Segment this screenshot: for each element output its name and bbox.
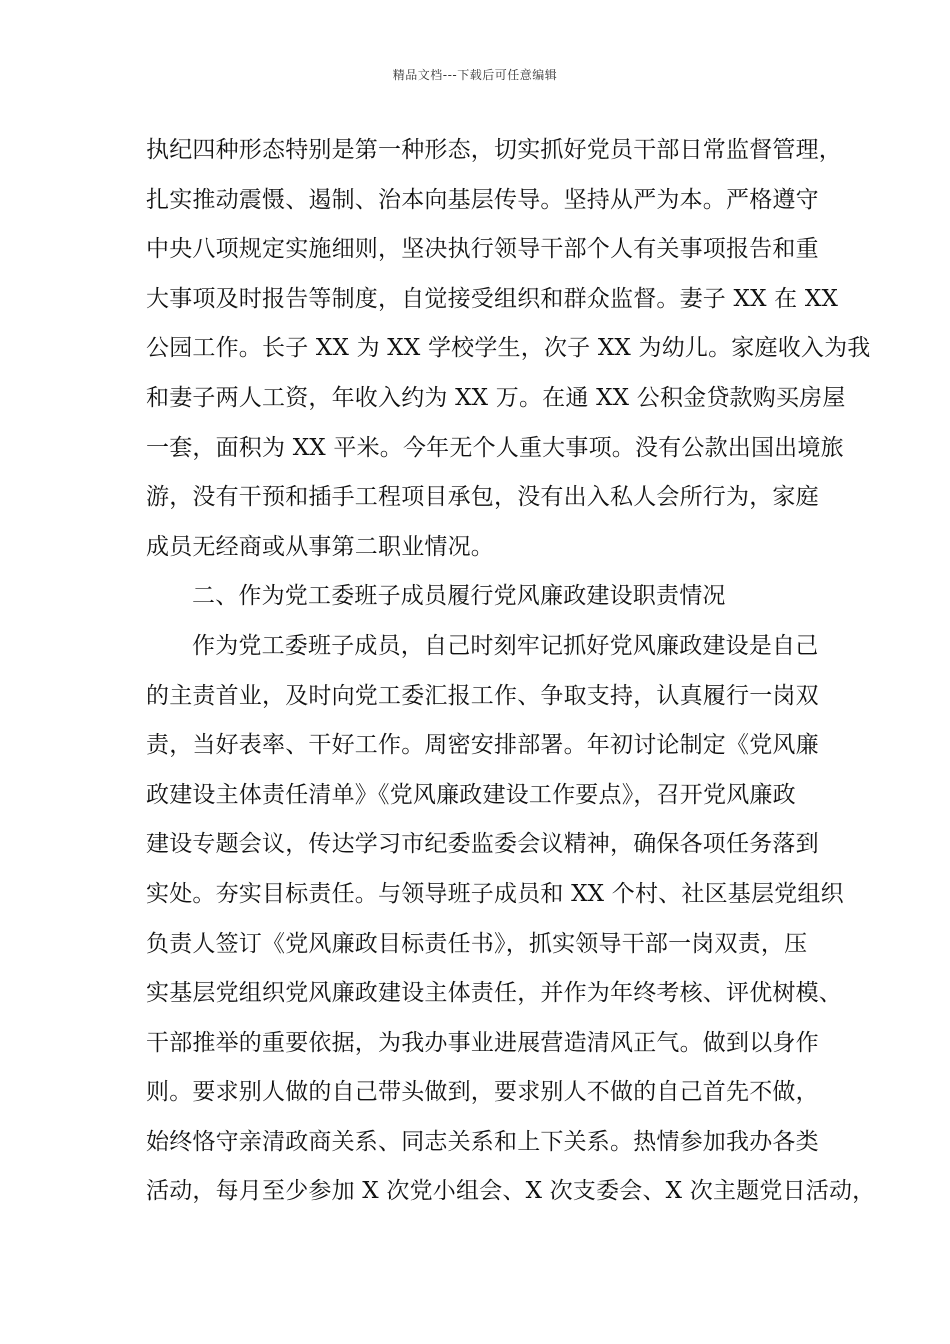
text-line: 干部推举的重要依据，为我办事业进展营造清风正气。做到以身作 — [146, 1029, 819, 1056]
text-line: 扎实推动震慑、遏制、治本向基层传导。坚持从严为本。严格遵守 — [146, 186, 819, 213]
page-header: 精品文档---下载后可任意编辑 — [392, 68, 558, 82]
text-line: 的主责首业，及时向党工委汇报工作、争取支持，认真履行一岗双 — [146, 682, 819, 709]
document-body — [146, 126, 876, 1217]
text-line: 中央八项规定实施细则，坚决执行领导干部个人有关事项报告和重 — [146, 236, 819, 263]
text-line: 始终恪守亲清政商关系、同志关系和上下关系。热情参加我办各类 — [146, 1128, 819, 1155]
text-line: 游，没有干预和插手工程项目承包，没有出入私人会所行为，家庭 — [146, 484, 819, 511]
text-line: 建设专题会议，传达学习市纪委监委会议精神，确保各项任务落到 — [146, 831, 819, 858]
text-line: 和妻子两人工资，年收入约为 XX 万。在通 XX 公积金贷款购买房屋 — [146, 384, 846, 411]
text-line: 活动，每月至少参加 X 次党小组会、X 次支委会、X 次主题党日活动， — [146, 1178, 876, 1205]
text-line: 责，当好表率、干好工作。周密安排部署。年初讨论制定《党风廉 — [146, 732, 819, 759]
text-line: 则。要求别人做的自己带头做到，要求别人不做的自己首先不做， — [146, 1079, 819, 1106]
text-line: 政建设主体责任清单》《党风廉政建设工作要点》，召开党风廉政 — [146, 781, 796, 808]
text-line: 一套，面积为 XX 平米。今年无个人重大事项。没有公款出国出境旅 — [146, 434, 844, 461]
text-line: 执纪四种形态特别是第一种形态，切实抓好党员干部日常监督管理， — [146, 137, 842, 163]
text-line: 实基层党组织党风廉政建设主体责任，并作为年终考核、评优树模、 — [146, 980, 842, 1007]
text-line: 大事项及时报告等制度，自觉接受组织和群众监督。妻子 XX 在 XX — [146, 285, 839, 312]
text-line: 实处。夯实目标责任。与领导班子成员和 XX 个村、社区基层党组织 — [146, 880, 844, 907]
text-line: 负责人签订《党风廉政目标责任书》，抓实领导干部一岗双责，压 — [146, 930, 808, 957]
text-line: 成员无经商或从事第二职业情况。 — [146, 533, 494, 560]
text-line: 公园工作。长子 XX 为 XX 学校学生，次子 XX 为幼儿。家庭收入为我 — [146, 335, 871, 362]
section-heading: 二、作为党工委班子成员履行党风廉政建设职责情况 — [192, 583, 726, 610]
paragraph-first-line: 作为党工委班子成员，自己时刻牢记抓好党风廉政建设是自己 — [192, 632, 819, 659]
